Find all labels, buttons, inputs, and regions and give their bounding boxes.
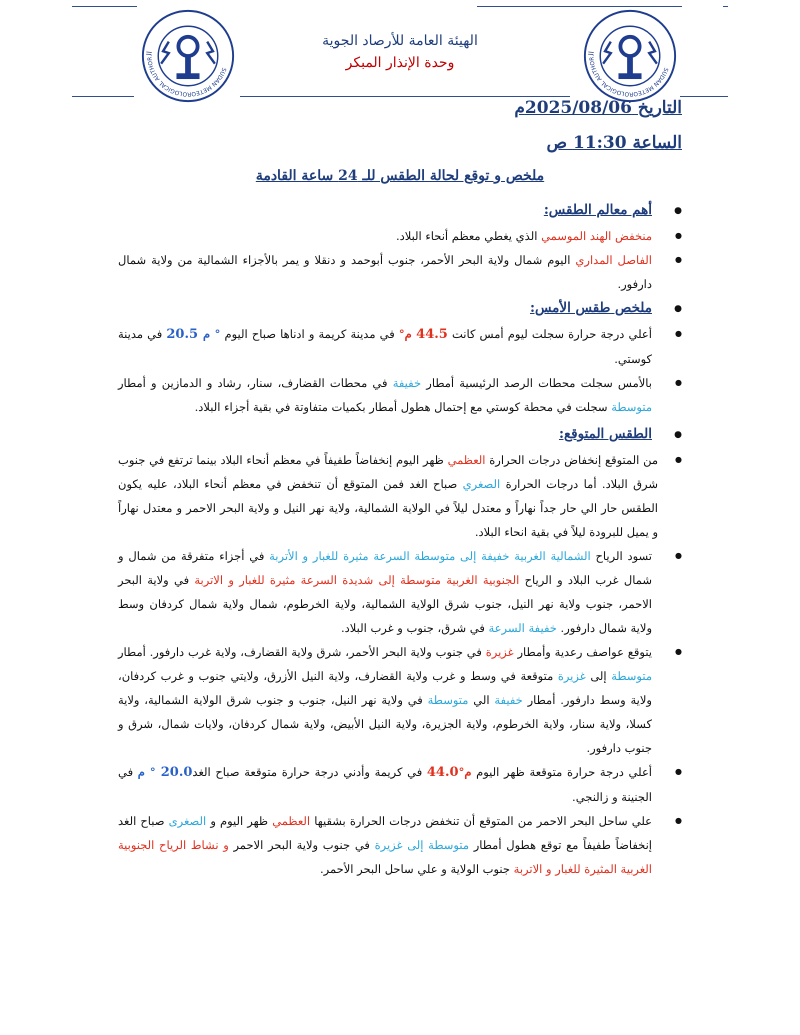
item-text: بالأمس سجلت محطات الرصد الرئيسية أمطار	[421, 376, 653, 390]
item-text: الذي يغطي معظم أنحاء البلاد.	[395, 229, 542, 243]
item-text: ظهر اليوم و	[206, 814, 273, 828]
item-text: الي	[468, 693, 495, 707]
item-text: سجلت في محطة كوستي مع إحتمال هطول أمطار بكميات متفاوتة في بقية أجزاء البلاد.	[194, 400, 612, 414]
list-item	[118, 640, 682, 760]
section-forecast	[118, 426, 682, 881]
header-top-line-left	[72, 6, 137, 7]
header-top-line-right	[477, 6, 682, 7]
item-text: أعلي درجة حرارة سجلت ليوم أمس كانت	[447, 327, 652, 341]
item-text: في أجزاء متفرقة من شمال و شمال غرب البلاد و الرياح	[118, 549, 652, 587]
svg-text:SUDAN METEOROLOGICAL AUTHORITY: SUDAN METEOROLOGICAL AUTHOR	[589, 56, 669, 97]
max-temp-value: 44.0	[426, 765, 459, 780]
item-highlight: منخفض الهند الموسمي	[541, 229, 652, 243]
document-title: ملخص و توقع لحالة الطقس للـ 24 ساعة القادمة	[255, 168, 545, 184]
item-text: في جنوب ولاية البحر الاحمر	[228, 838, 375, 852]
item-text: صباح الغد إنخفاضاً طفيفاً مع توقع هطول أمطار	[118, 814, 652, 852]
item-text: ظهر اليوم إنخفاضاً طفيفاً في معظم أنحاء البلاد بينما ترتفع في جنوب شرق البلاد. أما درجات الحرارة	[118, 453, 658, 491]
item-text: في شرق، جنوب و غرب البلاد.	[340, 621, 489, 635]
list-item	[118, 544, 682, 640]
item-text: في ولاية البحر الاحمر، جنوب ولاية نهر النيل، جنوب شرق الولاية الشمالية، ولاية الخرطوم، شمال ولاية شمال كردفان وسط ولاية شمال دارفور.	[118, 573, 652, 635]
item-highlight: العظمي	[447, 453, 486, 467]
unit-name: وحدة الإنذار المبكر	[345, 55, 455, 71]
item-text: اليوم شمال ولاية البحر الأحمر، جنوب أبوحمد و دنقلا و يمر بالأجزاء الشمالية من ولاية شمال دارفور.	[118, 253, 652, 291]
item-highlight: الشمالية الغربية خفيفة إلى متوسطة السرعة مثيرة للغبار و الأتربة	[269, 549, 591, 563]
temp-unit: ° م	[137, 765, 161, 779]
list-item	[118, 224, 682, 248]
svg-text:SUDAN METEOROLOGICAL AUTHORITY: SUDAN METEOROLOGICAL AUTHOR	[147, 56, 227, 97]
section-heading-forecast: ● الطقس المتوقع:	[118, 426, 682, 442]
item-highlight: الصغري	[462, 477, 501, 491]
item-highlight: متوسطة إلى غزيرة	[374, 838, 469, 852]
svg-text:الهيئة العامة للأرصاد الجوية: ال	[144, 50, 154, 56]
features-list	[118, 224, 682, 296]
temp-unit: ° م	[203, 327, 221, 341]
header-bottom-line-center	[240, 96, 570, 97]
item-highlight: متوسطة	[611, 400, 652, 414]
item-text: أعلي درجة حرارة متوقعة ظهر اليوم	[471, 765, 652, 779]
item-highlight: متوسطة	[427, 693, 469, 707]
list-item	[118, 809, 682, 881]
item-highlight: خفيفة	[494, 693, 523, 707]
item-text: إلى	[585, 669, 612, 683]
authority-logo-right	[582, 8, 678, 104]
item-highlight: و نشاط الرياح الجنوبية الغربية المثيرة للغبار و الاتربة	[118, 838, 652, 876]
section-heading-features: ● أهم معالم الطقس:	[118, 202, 682, 218]
item-text: في ولاية نهر النيل، جنوب و جنوب شرق الولاية الشمالية، ولاية كسلا، ولاية سنار، ولاية الخرطوم، ولاية الجزيرة، ولاية النيل الأبيض، ولاية شمال كردفان، ولايات شمال، شرق و جنوب دارفور.	[118, 693, 652, 755]
authority-logo-left	[140, 8, 236, 104]
item-text: متوقعة في وسط و غرب ولاية القضارف، ولاية النيل الأزرق، ولايتي جنوب و غرب كردفان، ولاية وسط دارفور. أمطار	[118, 669, 652, 707]
org-name: الهيئة العامة للأرصاد الجوية	[322, 33, 478, 49]
item-text: من المتوقع إنخفاض درجات الحرارة	[485, 453, 659, 467]
report-time: الساعة 11:30 ص	[546, 133, 682, 153]
item-text: تسود الرياح	[590, 549, 652, 563]
svg-text:الهيئة العامة للأرصاد الجوية: ال	[586, 50, 596, 56]
list-item	[118, 371, 682, 419]
forecast-list	[118, 448, 682, 881]
item-highlight: غزيرة	[557, 669, 586, 683]
list-item	[118, 322, 682, 371]
item-text: صباح الغد فمن المتوقع أن تنخفض في معظم أنحاء البلاد، عليه يكون الطقس حار الي حار جداً نهاراً و معتدل ليلاً في الولاية الشمالية، ولاية نهر النيل و ولاية البحر الاحمر و معتدل نهاراً و يميل للبرودة ليلاً في بقية انحاء البلاد.	[118, 477, 658, 539]
item-highlight: خفيفة السرعة	[488, 621, 557, 635]
item-text: في كريمة وأدني درجة حرارة متوقعة صباح الغد	[192, 765, 427, 779]
section-yesterday	[118, 300, 682, 419]
item-highlight: الفاصل المداري	[575, 253, 652, 267]
item-text: في مدينة كوستي.	[118, 327, 652, 366]
item-text: جنوب الولاية و علي ساحل البحر الأحمر.	[319, 862, 514, 876]
list-item	[118, 760, 682, 809]
yesterday-list	[118, 322, 682, 419]
item-text: في جنوب ولاية البحر الأحمر، شرق ولاية القضارف، ولاية غرب دارفور. أمطار	[118, 645, 486, 659]
report-date: التاريخ 2025/08/06م	[514, 98, 682, 118]
item-highlight: خفيفة	[392, 376, 422, 390]
item-text: في الجنينة و زالنجي.	[118, 765, 652, 804]
list-item	[118, 248, 682, 296]
max-temp-value: 44.5	[416, 327, 448, 342]
section-features	[118, 202, 682, 296]
item-highlight: الجنوبية الغربية متوسطة إلى شديدة السرعة مثيرة للغبار و الاتربة	[194, 573, 520, 587]
section-heading-yesterday: ● ملخص طقس الأمس:	[118, 300, 682, 316]
header-center	[260, 30, 540, 74]
item-text: في محطات القضارف، سنار، رشاد و الدمازين و أمطار	[118, 376, 393, 390]
temp-unit: م°	[398, 327, 417, 341]
item-text: في مدينة كريمة و ادناها صباح اليوم	[220, 327, 399, 341]
min-temp-value: 20.0	[160, 765, 193, 780]
header-bottom-line-left	[72, 96, 134, 97]
item-text: يتوقع عواصف رعدية وأمطار	[513, 645, 652, 659]
header-bottom-line-right	[680, 96, 728, 97]
item-highlight: العظمي	[272, 814, 311, 828]
item-highlight: متوسطة	[611, 669, 652, 683]
item-highlight: الصغرى	[168, 814, 207, 828]
min-temp-value: 20.5	[166, 327, 204, 342]
list-item	[118, 448, 682, 544]
header-top-line-far-right	[723, 6, 728, 7]
temp-unit: م°	[458, 765, 472, 779]
item-highlight: غزيرة	[485, 645, 514, 659]
item-text: علي ساحل البحر الاحمر من المتوقع أن تنخفض درجات الحرارة بشقيها	[310, 814, 652, 828]
